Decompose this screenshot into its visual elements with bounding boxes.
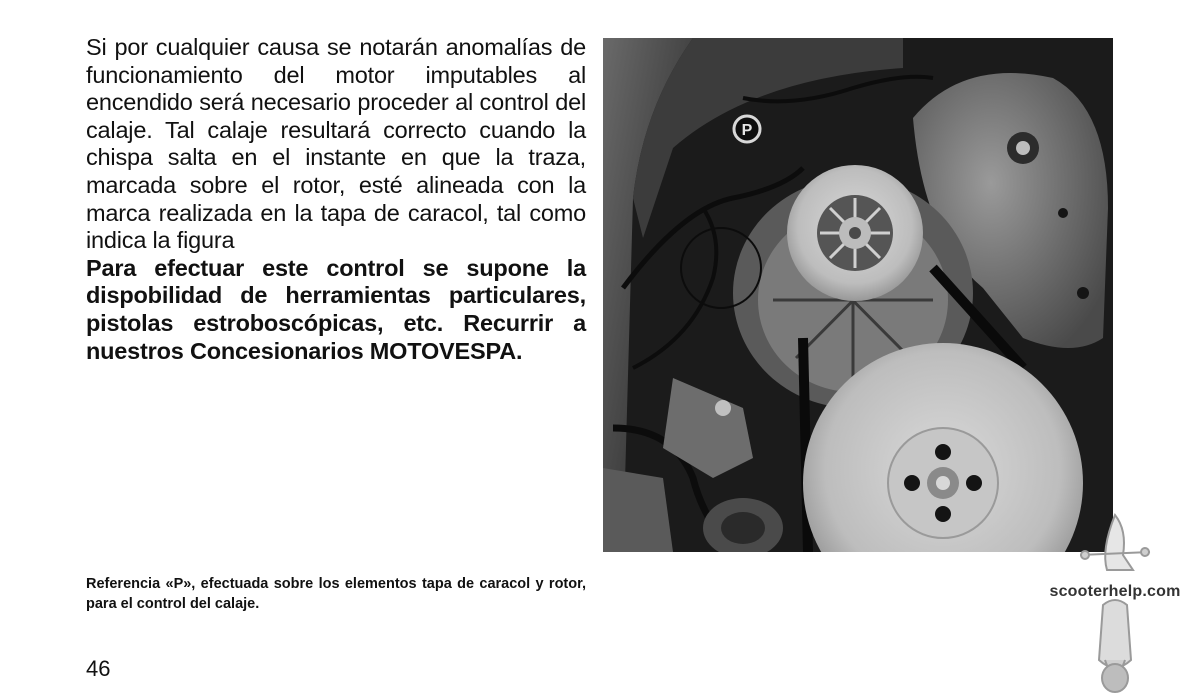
- scooter-logo-icon: [1075, 510, 1155, 695]
- engine-photo: [603, 38, 1113, 552]
- figure-caption: Referencia «P», efectuada sobre los elementos tapa de caracol y rotor, para el control del calaje.: [86, 576, 586, 612]
- bold-paragraph: [86, 255, 586, 365]
- photo-marker-label: P: [741, 122, 753, 139]
- page-number: 46: [86, 656, 111, 681]
- watermark-text: scooterhelp.com: [1049, 583, 1181, 600]
- bold-paragraph-rest: la dispobilidad de herramientas particulares, pistolas estroboscópicas, etc. Recurrir a nuestros Concesionarios MOTOVESPA.: [86, 254, 587, 364]
- body-paragraph: Si por cualquier causa se notarán anomalías de funcionamiento del motor imputables al encendido será necesario proceder al control del calaje. Tal calaje resultará correcto cuando la chispa salta en el instante en que la traza, marcada sobre el rotor, esté alineada con la marca realizada en la tapa de caracol, tal como indica la figura: [86, 34, 586, 254]
- watermark: [1040, 510, 1190, 695]
- text-column: [86, 34, 586, 365]
- bold-paragraph-strong: Para efectuar este control se supone: [86, 254, 549, 281]
